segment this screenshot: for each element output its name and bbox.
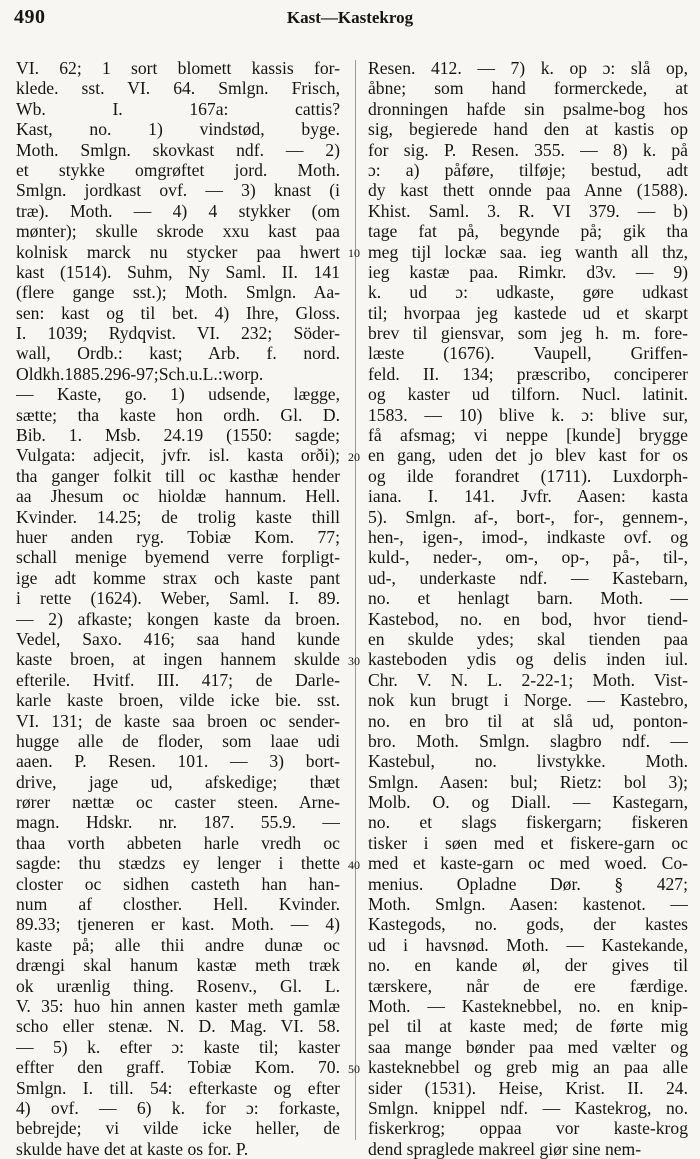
right-column [368, 58, 688, 1159]
text-line: V. 35: huo hin annen kaster meth gamlæ [16, 995, 340, 1016]
text-line: feld. II. 134; præscribo, conciperer [368, 363, 688, 384]
line-number-gutter [340, 58, 368, 1138]
text-line: k. ud ɔ: udkaste, gøre udkast [368, 282, 688, 303]
text-line: Kastegods, no. gods, der kastes [368, 914, 688, 935]
text-line: bro. Moth. Smlgn. slagbro ndf. — [368, 730, 688, 751]
text-line: aa Jhesum oc hioldæ hannum. Hell. [16, 486, 340, 507]
text-line: dy kast thett onnde paa Anne (1588). [368, 180, 688, 201]
text-line: saa mange bønder paa med vælter og [368, 1036, 688, 1057]
text-line: dronningen hafde sin psalme-bog hos [368, 98, 688, 119]
text-line: drængi skal hanum kastæ meth træk [16, 955, 340, 976]
text-line: dend spraglede makreel giør sine nem- [368, 1138, 642, 1159]
text-line: klede. sst. VI. 64. Smlgn. Frisch, [16, 78, 340, 99]
text-line: bebrejde; vi vilde icke heller, de [16, 1118, 340, 1139]
left-column [16, 58, 340, 1159]
text-line: VI. 131; de kaste saa broen oc sender- [16, 710, 340, 731]
text-line: tha ganger folkit till oc kasthæ hender [16, 465, 340, 486]
text-line: sen: kast og til bet. 4) Ihre, Gloss. [16, 302, 340, 323]
text-line: Moth. Smlgn. skovkast ndf. — 2) [16, 139, 340, 160]
text-line: læste (1676). Vaupell, Griffen- [368, 343, 688, 364]
text-line: no. en kande øl, der gives til [368, 955, 688, 976]
text-line: Vulgata: adjecit, jvfr. isl. kasta orði); [16, 445, 340, 466]
text-line: Smlgn. jordkast ovf. — 3) knast (i [16, 180, 340, 201]
page-number: 490 [14, 6, 46, 28]
text-line: closter oc sidhen casteth han han- [16, 873, 340, 894]
text-line: huer anden ryg. Tobiæ Kom. 77; [16, 526, 340, 547]
text-line: efterile. Hvitf. III. 417; de Darle- [16, 669, 340, 690]
text-line: hen-, igen-, imod-, indkaste ovf. og [368, 526, 688, 547]
text-line: en gang, uden det jo blev kast for os [368, 445, 688, 466]
text-line: meg tijl lockæ saa. ieg wanth all thz, [368, 241, 688, 262]
text-line: Moth. — Kasteknebbel, no. en knip- [368, 995, 688, 1016]
text-line: (flere gange sst.); Moth. Smlgn. Aa- [16, 282, 340, 303]
text-line: til; hvorpaa jeg kastede ud et skarpt [368, 302, 688, 323]
text-line: hugge alle de floder, som laae udi [16, 730, 340, 751]
text-line: no. et henlagt barn. Moth. — [368, 588, 688, 609]
text-line: for sig. P. Resen. 355. — 8) k. på [368, 139, 688, 160]
page-header [14, 6, 686, 32]
text-line: menius. Opladne Dør. § 427; [368, 873, 688, 894]
text-line: tage fat på, begynde på; gik tha [368, 221, 688, 242]
text-line: I. 1039; Rydqvist. VI. 232; Söder- [16, 323, 340, 344]
text-line: rører nættæ oc caster steen. Arne- [16, 792, 340, 813]
text-line: thaa vorth abbeten harle vredh oc [16, 832, 340, 853]
text-line: kaste broen, at ingen hannem skulde [16, 649, 340, 670]
text-line: schall menige byemend verre forpligt- [16, 547, 340, 568]
text-line: — Kaste, go. 1) udsende, lægge, [16, 384, 340, 405]
text-line: kuld-, neder-, om-, op-, på-, til-, [368, 547, 688, 568]
text-line: kaste på; alle thii andre dunæ oc [16, 934, 340, 955]
text-line: Kast, no. 1) vindstød, byge. [16, 119, 340, 140]
text-line: Kastebod, no. en bod, hvor tiend- [368, 608, 688, 629]
text-line: fiskerkrog; oppaa vor kaste-krog [368, 1118, 688, 1139]
text-line: Kvinder. 14.25; de trolig kaste thill [16, 506, 340, 527]
text-line: kolnisk marck nu stycker paa hwert [16, 241, 340, 262]
text-line: nok kun brugt i Norge. — Kastebro, [368, 690, 688, 711]
text-line: kasteboden ydis og delis inden iul. [368, 649, 688, 670]
text-line: ige adt komme strax och kaste pant [16, 567, 340, 588]
text-line: iana. I. 141. Jvfr. Aasen: kasta [368, 486, 688, 507]
line-number: 20 [348, 449, 360, 464]
text-line: sider (1531). Heise, Krist. II. 24. [368, 1077, 688, 1098]
text-line: scho eller stenæ. N. D. Mag. VI. 58. [16, 1016, 340, 1037]
line-number: 50 [348, 1061, 360, 1076]
text-line: 89.33; tjeneren er kast. Moth. — 4) [16, 914, 340, 935]
text-line: skulde have det at kaste os for. P. [16, 1138, 249, 1159]
text-line: magn. Hdskr. nr. 187. 55.9. — [16, 812, 340, 833]
line-number: 30 [348, 653, 360, 668]
text-line: Moth. Smlgn. Aasen: kastenot. — [368, 894, 688, 915]
text-line: effter den graff. Tobiæ Kom. 70. [16, 1057, 340, 1078]
text-line: Smlgn. I. till. 54: efterkaste og efter [16, 1077, 340, 1098]
text-line: ud-, underkaste ndf. — Kastebarn, [368, 567, 688, 588]
text-line: Molb. O. og Diall. — Kastegarn, [368, 792, 688, 813]
text-line: no. et slags fiskergarn; fiskeren [368, 812, 688, 833]
text-line: num af closther. Hell. Kvinder. [16, 894, 340, 915]
text-line: ud i havsnød. Moth. — Kastekande, [368, 934, 688, 955]
text-line: træ). Moth. — 4) 4 stykker (om [16, 200, 340, 221]
text-line: sagde: thu stædzs ey lenger i thette [16, 853, 340, 874]
text-line: ok urænlig thing. Rosenv., Gl. L. [16, 975, 340, 996]
text-line: ieg kastæ paa. Rimkr. d3v. — 9) [368, 261, 688, 282]
text-line: — 5) k. efter ɔ: kaste til; kaster [16, 1036, 340, 1057]
text-line: åbne; som hand formerckede, at [368, 78, 688, 99]
line-number: 40 [348, 857, 360, 872]
text-line: 1583. — 10) blive k. ɔ: blive sur, [368, 404, 688, 425]
text-line: kast (1514). Suhm, Ny Saml. II. 141 [16, 261, 340, 282]
text-line: sig, begierede hand den at kastis op [368, 119, 688, 140]
text-line: en skulde ydes; skal tienden paa [368, 628, 688, 649]
text-line: mønter); skulle skrode xxu kast paa [16, 221, 340, 242]
text-line: 5). Smlgn. af-, bort-, for-, gennem-, [368, 506, 688, 527]
text-line: Smlgn. knippel ndf. — Kastekrog, no. [368, 1097, 688, 1118]
text-line: wall, Ordb.: kast; Arb. f. nord. [16, 343, 340, 364]
text-line: pel til at kaste med; de førte mig [368, 1016, 688, 1037]
text-line: karle kaste broen, vilde icke bie. sst. [16, 690, 340, 711]
text-line: — 2) afkaste; kongen kaste da broen. [16, 608, 340, 629]
text-line: VI. 62; 1 sort blomett kassis for- [16, 58, 340, 78]
text-line: i rette (1624). Weber, Saml. I. 89. [16, 588, 340, 609]
text-line: Chr. V. N. L. 2-22-1; Moth. Vist- [368, 669, 688, 690]
text-line: Wb. I. 167a: cattis? [16, 98, 340, 119]
text-line: tisker i søen med et fiskere-garn oc [368, 832, 688, 853]
text-line: Resen. 412. — 7) k. op ɔ: slå op, [368, 58, 688, 78]
text-line: Kastebul, no. livstykke. Moth. [368, 751, 688, 772]
text-line: 4) ovf. — 6) k. for ɔ: forkaste, [16, 1097, 340, 1118]
text-line: få afsmag; vi neppe [kunde] brygge [368, 425, 688, 446]
text-line: kasteknebbel og greb mig an paa alle [368, 1057, 688, 1078]
text-line: brev til giensvar, som jeg h. m. fore- [368, 323, 688, 344]
text-line: og ilde forandret (1711). Luxdorph- [368, 465, 688, 486]
text-line: tærskere, når de ere færdige. [368, 975, 688, 996]
running-head: Kast—Kastekrog [286, 8, 414, 27]
text-line: ɔ: a) påføre, tilføje; bestud, adt [368, 159, 688, 180]
text-line: aaen. P. Resen. 101. — 3) bort- [16, 751, 340, 772]
line-number: 10 [348, 245, 360, 260]
text-line: med et kaste-garn oc med woed. Co- [368, 853, 688, 874]
text-line: Oldkh.1885.296-97;Sch.u.L.:worp. [16, 363, 264, 384]
text-line: Khist. Saml. 3. R. VI 379. — b) [368, 200, 688, 221]
text-line: drive, jage ud, afskedige; thæt [16, 771, 340, 792]
text-line: og kaster ud tilforn. Nucl. latinit. [368, 384, 688, 405]
text-line: et stykke omgrøftet jord. Moth. [16, 159, 340, 180]
text-line: sætte; tha kaste hon ordh. Gl. D. [16, 404, 340, 425]
text-line: Bib. 1. Msb. 24.19 (1550: sagde; [16, 425, 340, 446]
text-line: Vedel, Saxo. 416; saa hand kunde [16, 628, 340, 649]
text-line: Smlgn. Aasen: bul; Rietz: bol 3); [368, 771, 688, 792]
text-line: no. en bro til at slå ud, ponton- [368, 710, 688, 731]
